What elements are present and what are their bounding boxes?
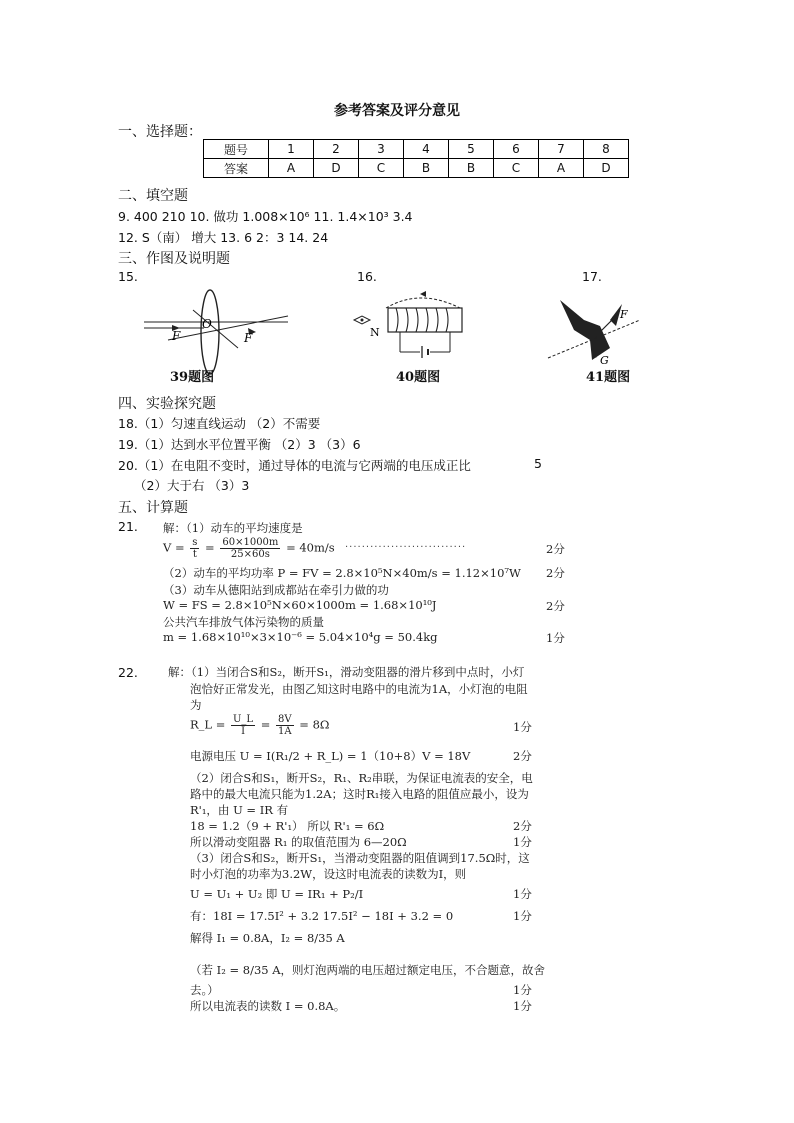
q21-eq1-rhs: = 40m/s xyxy=(286,540,335,555)
figure-caption-41: 41题图 xyxy=(586,370,631,385)
denominator: 25×60s xyxy=(230,549,270,560)
q21-intro: 解：（1）动车的平均速度是 xyxy=(163,521,303,535)
fraction xyxy=(220,537,280,560)
q22-line-5: 路中的最大电流只能为1.2A；这时R₁接入电路的阻值应最小，设为 xyxy=(190,787,529,801)
section-fill: 二、填空题 xyxy=(118,188,188,204)
numerator: s xyxy=(192,537,198,548)
q22-line-14: （若 I₂ = 8/35 A，则灯泡两端的电压超过额定电压，不合题意，故舍 xyxy=(190,963,546,977)
table-header-cell: 题号 xyxy=(204,140,269,159)
bird-force-diagram xyxy=(540,290,650,370)
table-cell: 1 xyxy=(269,140,314,159)
eq-rhs: = 8Ω xyxy=(299,717,330,732)
focus-left-label: F xyxy=(172,329,181,343)
leader-dots: ····························· xyxy=(345,542,467,553)
q21-speed-equation: V = $\frac{s}{t}$ = $\frac{60\times 1000m}{25\times 60s}$ = 40m/s xyxy=(163,537,335,560)
score-mark: 2分 xyxy=(546,542,565,556)
fraction xyxy=(276,714,294,737)
score-mark: 1分 xyxy=(546,631,565,645)
q22-lamp-resistance-equation: R_L = $\frac{U\_L}{I}$ = $\frac{8V}{1A}$ = 8Ω xyxy=(190,714,330,737)
score-mark: 2分 xyxy=(513,749,532,763)
section-experiment: 四、实验探究题 xyxy=(118,396,216,412)
table-cell: C xyxy=(359,159,404,178)
score-mark: 1分 xyxy=(513,999,532,1013)
denominator: 1A xyxy=(278,726,292,737)
q22-line-4: （2）闭合S和S₁，断开S₂，R₁、R₂串联，为保证电流表的安全，电 xyxy=(190,771,533,785)
q22-line-15: 去。） xyxy=(190,983,219,997)
table-cell: 7 xyxy=(539,140,584,159)
score-mark: 2分 xyxy=(546,599,565,613)
figure-number-16: 16. xyxy=(357,269,377,284)
page-title: 参考答案及评分意见 xyxy=(334,103,460,119)
q22-line-7: 18 = 1.2（9 + R'₁） 所以 R'₁ = 6Ω xyxy=(190,819,385,833)
table-cell: 2 xyxy=(314,140,359,159)
q22-line-13: 解得 I₁ = 0.8A，I₂ = 8/35 A xyxy=(190,931,345,945)
table-cell: D xyxy=(584,159,629,178)
force-f-label: F xyxy=(620,308,628,321)
force-g-label: G xyxy=(600,354,609,367)
q21-eq1-lhs: V = xyxy=(163,540,185,555)
table-cell: 3 xyxy=(359,140,404,159)
table-cell: 4 xyxy=(404,140,449,159)
score-mark: 1分 xyxy=(513,887,532,901)
denominator: t xyxy=(192,549,197,560)
denominator: I xyxy=(241,726,246,737)
section-calculation: 五、计算题 xyxy=(118,500,188,516)
score-mark: 2分 xyxy=(546,566,565,580)
table-cell: 5 xyxy=(449,140,494,159)
choice-answer-table xyxy=(203,139,629,178)
section-choice: 一、选择题： xyxy=(118,124,202,140)
question-21-number: 21. xyxy=(118,519,138,534)
focus-right-label: F xyxy=(244,331,253,345)
answer-20-part2: （2）大于右 （3）3 xyxy=(134,478,250,493)
q22-line-1: 解：（1）当闭合S和S₂，断开S₁，滑动变阻器的滑片移到中点时，小灯 xyxy=(168,665,525,679)
numerator: U_L xyxy=(233,714,254,725)
table-cell: C xyxy=(494,159,539,178)
table-cell: A xyxy=(269,159,314,178)
table-cell: D xyxy=(314,159,359,178)
figure-caption-39: 39题图 xyxy=(170,370,215,385)
table-header-cell: 答案 xyxy=(204,159,269,178)
q22-line-3: 为 xyxy=(190,698,202,712)
q22-line-10: 时小灯泡的功率为3.2W，设这时电流表的读数为I，则 xyxy=(190,867,467,881)
fraction xyxy=(231,714,255,737)
fill-line-1: 9. 400 210 10. 做功 1.008×10⁶ 11. 1.4×10³ 3.4 xyxy=(118,209,413,224)
figure-number-17: 17. xyxy=(582,269,602,284)
q21-power-line: （2）动车的平均功率 P = FV = 2.8×10⁵N×40m/s = 1.12×10⁷W xyxy=(163,566,521,580)
q21-work-intro: （3）动车从德阳站到成都站在牵引力做的功 xyxy=(163,583,389,597)
q22-line-12: 有：18I = 17.5I² + 3.2 17.5I² − 18I + 3.2 = 0 xyxy=(190,909,454,923)
table-cell: B xyxy=(449,159,494,178)
q21-mass-line: m = 1.68×10¹⁰×3×10⁻⁶ = 5.04×10⁴g = 50.4kg xyxy=(163,630,438,644)
fraction xyxy=(190,537,199,560)
q21-pollutant-intro: 公共汽车排放气体污染物的质量 xyxy=(163,615,324,629)
table-cell: 8 xyxy=(584,140,629,159)
table-cell: A xyxy=(539,159,584,178)
q22-line-8: 所以滑动变阻器 R₁ 的取值范围为 6—20Ω xyxy=(190,835,407,849)
section-drawing: 三、作图及说明题 xyxy=(118,251,230,267)
score-mark: 2分 xyxy=(513,819,532,833)
fill-line-2: 12. S（南） 增大 13. 6 2：3 14. 24 xyxy=(118,230,329,245)
q21-work-line: W = FS = 2.8×10⁵N×60×1000m = 1.68×10¹⁰J xyxy=(163,598,437,612)
q22-line-9: （3）闭合S和S₂，断开S₁，当滑动变阻器的阻值调到17.5Ω时，这 xyxy=(190,851,530,865)
eq-lhs: R_L = xyxy=(190,717,226,732)
table-cell: B xyxy=(404,159,449,178)
score-mark: 1分 xyxy=(513,983,532,997)
q22-line-16: 所以电流表的读数 I = 0.8A。 xyxy=(190,999,346,1013)
q22-line-2: 泡恰好正常发光，由图乙知这时电路中的电流为1A，小灯泡的电阻 xyxy=(190,682,528,696)
numerator: 8V xyxy=(278,714,292,725)
answer-20-value: 5 xyxy=(534,456,542,471)
solenoid-diagram xyxy=(350,286,470,361)
score-mark: 1分 xyxy=(513,720,532,734)
lens-center-label: O xyxy=(202,317,212,331)
q22-line-6: R'₁，由 U = IR 有 xyxy=(190,803,289,817)
answer-20-part1: 20.（1）在电阻不变时，通过导体的电流与它两端的电压成正比 xyxy=(118,458,471,473)
q22-source-voltage: 电源电压 U = I(R₁/2 + R_L) = 1（10+8）V = 18V xyxy=(190,749,471,763)
figure-number-15: 15. xyxy=(118,269,138,284)
table-row xyxy=(204,159,629,178)
table-row xyxy=(204,140,629,159)
numerator: 60×1000m xyxy=(222,537,279,548)
table-cell: 6 xyxy=(494,140,539,159)
n-pole-label: N xyxy=(370,326,380,339)
figure-caption-40: 40题图 xyxy=(396,370,441,385)
q22-line-11: U = U₁ + U₂ 即 U = IR₁ + P₂/I xyxy=(190,887,364,901)
question-22-number: 22. xyxy=(118,665,138,680)
score-mark: 1分 xyxy=(513,909,532,923)
lens-diagram xyxy=(138,288,298,388)
score-mark: 1分 xyxy=(513,835,532,849)
answer-19: 19.（1）达到水平位置平衡 （2）3 （3）6 xyxy=(118,437,361,452)
answer-18: 18.（1）匀速直线运动 （2）不需要 xyxy=(118,416,321,431)
